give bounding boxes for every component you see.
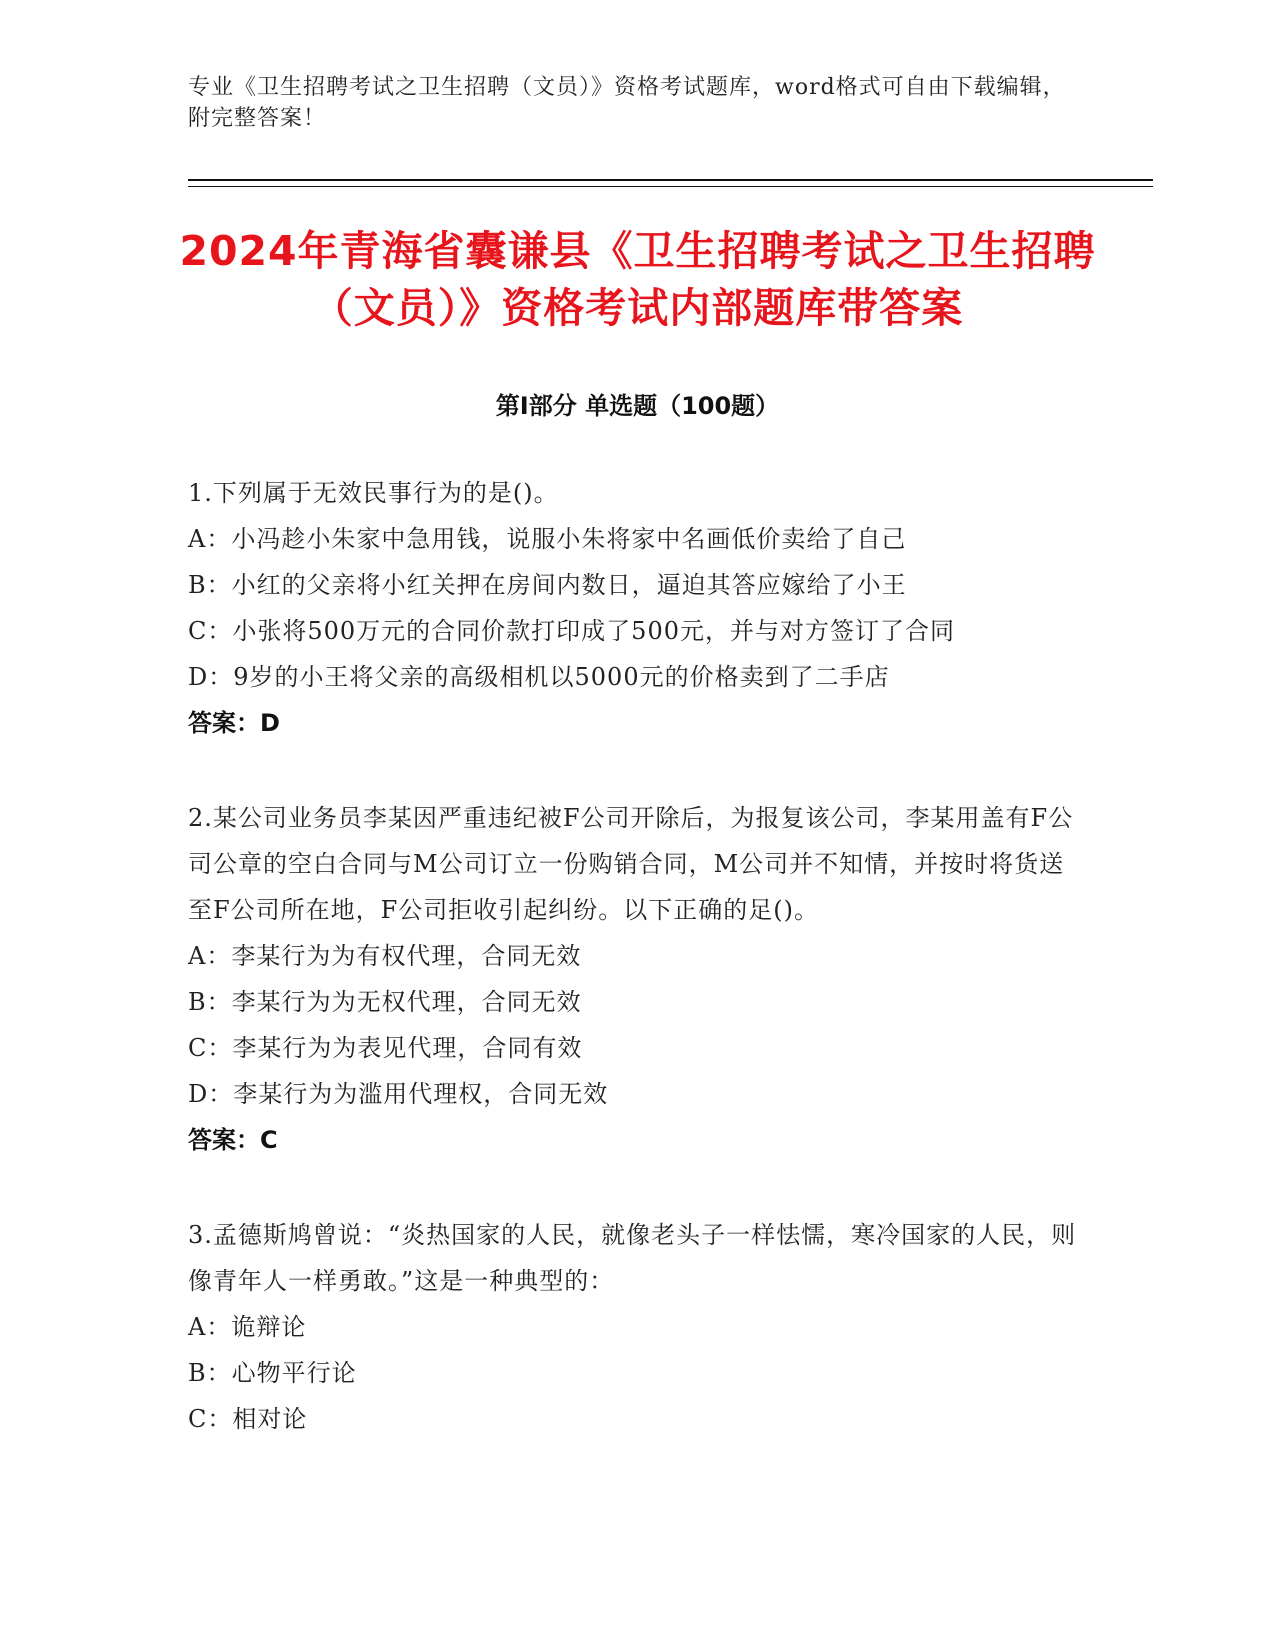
question-stem: 2.某公司业务员李某因严重违纪被F公司开除后，为报复该公司，李某用盖有F公司公章的空白合同与M公司订立一份购销合同，M公司并不知情，并按时将货送至F公司所在地，F公司拒收引起纠纷。以下正确的足()。 (188, 804, 1074, 924)
option-b: B：李某行为为无权代理，合同无效 (188, 988, 582, 1016)
question-stem: 1.下列属于无效民事行为的是()。 (188, 479, 559, 507)
answer-line: 答案：D (188, 709, 280, 737)
question-stem: 3.孟德斯鸠曾说：“炎热国家的人民，就像老头子一样怯懦，寒冷国家的人民，则像青年人一样勇敢。”这是一种典型的： (188, 1221, 1077, 1295)
option-c: C：小张将500万元的合同价款打印成了500元，并与对方签订了合同 (188, 617, 955, 645)
header-divider-secondary (188, 186, 1153, 187)
question-list (188, 470, 1088, 1491)
option-d: D：李某行为为滥用代理权，合同无效 (188, 1080, 609, 1108)
option-b: B：小红的父亲将小红关押在房间内数日，逼迫其答应嫁给了小王 (188, 571, 907, 599)
option-a: A：小冯趁小朱家中急用钱，说服小朱将家中名画低价卖给了自己 (188, 525, 907, 553)
header-divider (188, 179, 1153, 181)
option-a: A：李某行为为有权代理，合同无效 (188, 942, 582, 970)
question-3 (188, 1212, 1088, 1442)
option-a: A：诡辩论 (188, 1313, 307, 1341)
answer-line: 答案：C (188, 1126, 278, 1154)
header-note: 专业《卫生招聘考试之卫生招聘（文员）》资格考试题库，word格式可自由下载编辑，附完整答案！ (188, 75, 1066, 131)
section-heading: 第Ⅰ部分 单选题（100题） (495, 392, 780, 420)
option-d: D：9岁的小王将父亲的高级相机以5000元的价格卖到了二手店 (188, 663, 890, 691)
document-title: 2024年青海省囊谦县《卫生招聘考试之卫生招聘（文员）》资格考试内部题库带答案 (179, 227, 1096, 332)
question-1 (188, 470, 1088, 746)
option-b: B：心物平行论 (188, 1359, 357, 1387)
question-2 (188, 795, 1088, 1163)
option-c: C：李某行为为表见代理，合同有效 (188, 1034, 583, 1062)
option-c: C：相对论 (188, 1405, 308, 1433)
